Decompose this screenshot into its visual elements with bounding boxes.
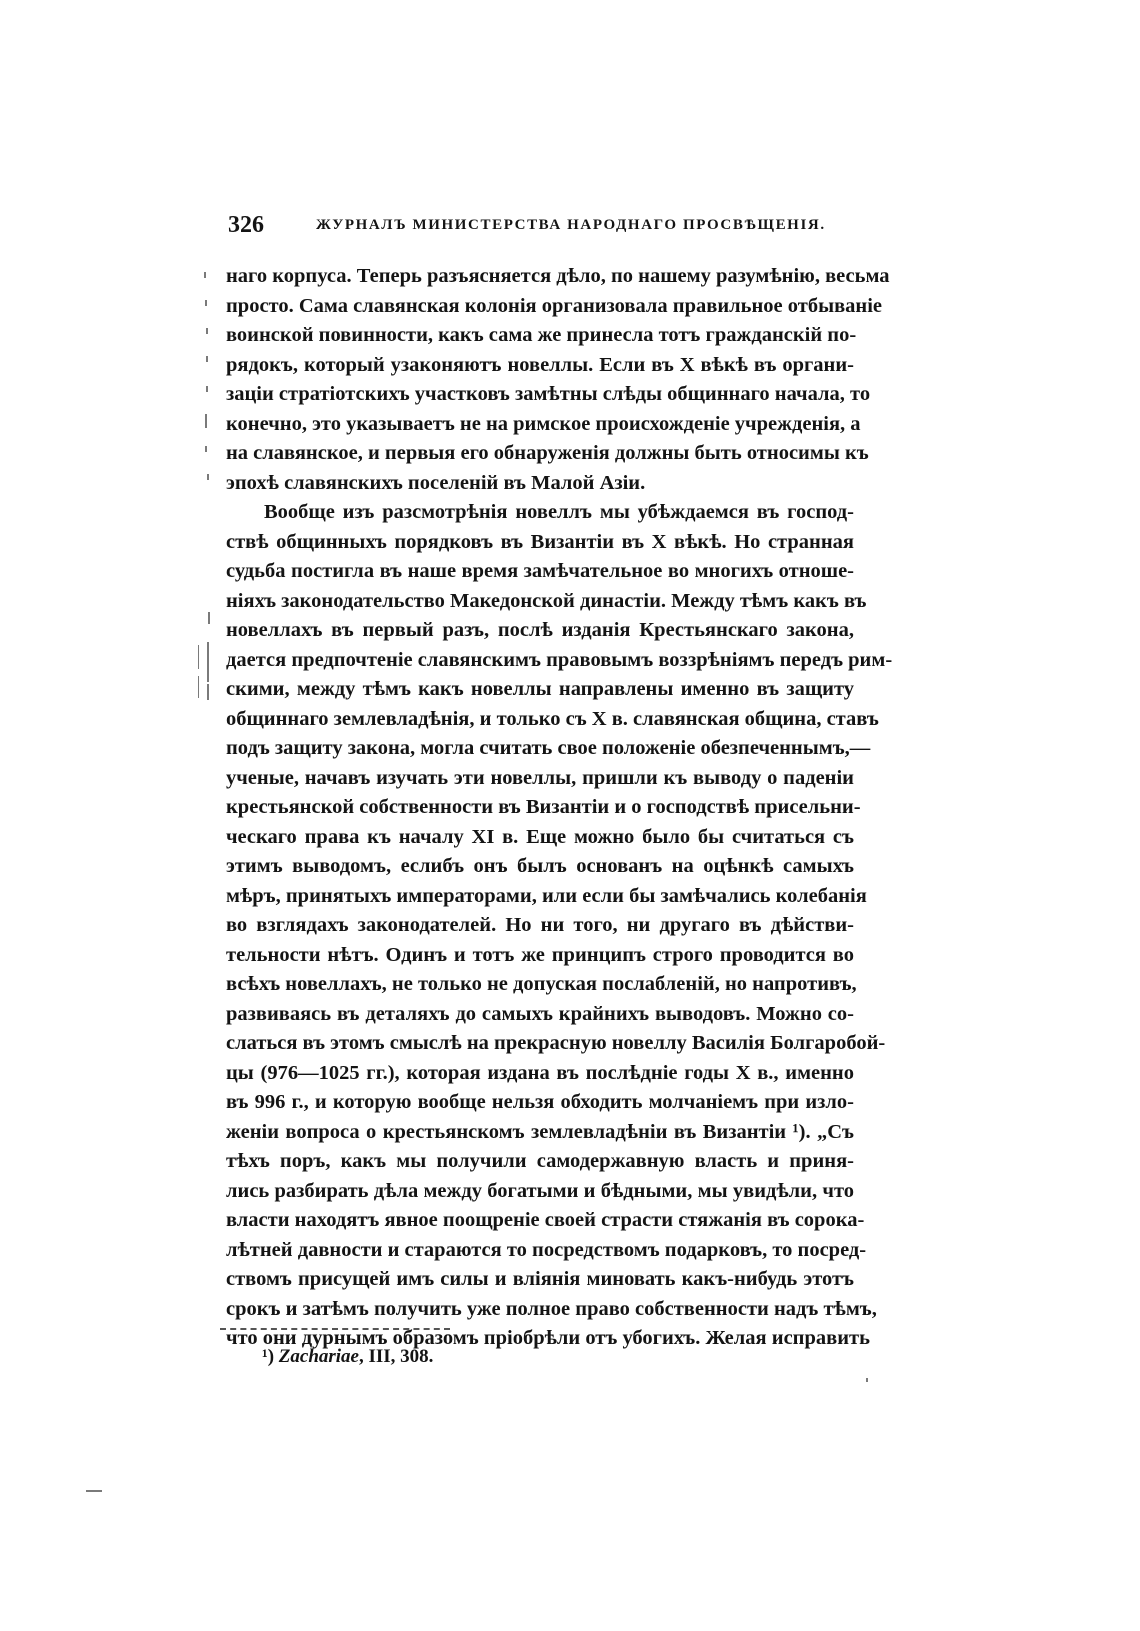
- body-text: [226, 262, 893, 1354]
- text-line: тѣхъ поръ, какъ мы получили самодержавную власть и приня-: [226, 1150, 854, 1172]
- margin-mark: [206, 386, 208, 392]
- text-line: слаться въ этомъ смыслѣ на прекрасную новеллу Василія Болгаробой-: [226, 1032, 886, 1054]
- text-line: этимъ выводомъ, еслибъ онъ былъ основанъ на оцѣнкѣ самыхъ: [226, 855, 854, 877]
- text-line: крестьянской собственности въ Византіи и о господствѣ присельни-: [226, 796, 861, 818]
- text-line: просто. Сама славянская колонія организовала правильное отбываніе: [226, 294, 882, 317]
- running-title: ЖУРНАЛЪ МИНИСТЕРСТВА НАРОДНАГО ПРОСВѢЩЕНІЯ.: [316, 217, 826, 233]
- margin-mark: [866, 1378, 868, 1382]
- text-line: конечно, это указываетъ не на римское происхожденіе учрежденія, а: [226, 412, 861, 435]
- text-line: заціи стратіотскихъ участковъ замѣтны слѣды общиннаго начала, то: [226, 383, 871, 405]
- text-line: женіи вопроса о крестьянскомъ землевладѣніи въ Византіи ¹). „Съ: [226, 1120, 854, 1143]
- text-line: что они дурнымъ образомъ пріобрѣли отъ убогихъ. Желая исправить: [226, 1327, 870, 1349]
- margin-mark: [207, 474, 209, 480]
- text-line: власти находятъ явное поощреніе своей страсти стяжанія въ сорока-: [226, 1209, 865, 1231]
- text-line: дается предпочтеніе славянскимъ правовымъ воззрѣніямъ передъ рим-: [226, 648, 893, 671]
- margin-mark: [206, 328, 208, 334]
- text-line: лѣтней давности и стараются то посредствомъ подарковъ, то посред-: [226, 1238, 867, 1261]
- text-line: ствѣ общинныхъ порядковъ въ Византіи въ X вѣкѣ. Но странная: [226, 530, 854, 553]
- margin-mark: [205, 446, 207, 452]
- margin-mark: [206, 356, 208, 362]
- footnote-divider: [220, 1328, 450, 1330]
- text-line: рядокъ, который узаконяютъ новеллы. Если въ X вѣкѣ въ органи-: [226, 353, 854, 376]
- text-line: новеллахъ въ первый разъ, послѣ изданія Крестьянскаго закона,: [226, 619, 854, 641]
- margin-mark: [205, 300, 207, 306]
- text-line: цы (976—1025 гг.), которая издана въ послѣдніе годы X в., именно: [226, 1061, 854, 1084]
- text-line: судьба постигла въ наше время замѣчательное во многихъ отноше-: [226, 560, 854, 582]
- margin-mark: [207, 684, 209, 700]
- text-line: ствомъ присущей имъ силы и вліянія миновать какъ-нибудь этотъ: [226, 1268, 854, 1290]
- margin-mark: [198, 676, 199, 698]
- text-line: мѣръ, принятыхъ императорами, или если бы замѣчались колебанія: [226, 884, 867, 907]
- text-line: воинской повинности, какъ сама же принесла тотъ гражданскій по-: [226, 324, 857, 346]
- page-number: 326: [228, 212, 264, 238]
- text-line: ніяхъ законодательство Македонской династіи. Между тѣмъ какъ въ: [226, 589, 867, 612]
- text-line: подъ защиту закона, могла считать свое положеніе обезпеченнымъ,—: [226, 737, 871, 759]
- margin-mark: [198, 645, 199, 669]
- text-line: всѣхъ новеллахъ, не только не допуская послабленій, но напротивъ,: [226, 973, 857, 995]
- footnote-marker: ¹): [262, 1346, 275, 1367]
- text-line: на славянское, и первыя его обнаруженія должны быть относимы къ: [226, 442, 869, 464]
- text-line: общиннаго землевладѣнія, и только съ X в. славянская община, ставъ: [226, 707, 879, 730]
- text-line: ученые, начавъ изучать эти новеллы, пришли къ выводу о паденіи: [226, 766, 854, 789]
- margin-mark: [208, 612, 210, 624]
- margin-mark: [207, 642, 209, 682]
- footnote: [262, 1346, 433, 1368]
- margin-mark: [86, 1490, 102, 1492]
- text-line: Вообще изъ разсмотрѣнія новеллъ мы убѣждаемся въ господ-: [264, 501, 854, 523]
- text-line: тельности нѣтъ. Одинъ и тотъ же принципъ строго проводится во: [226, 943, 854, 966]
- page-header: [228, 212, 848, 246]
- text-line: въ 996 г., и которую вообще нельзя обходить молчаніемъ при изло-: [226, 1091, 854, 1113]
- margin-mark: [204, 272, 206, 278]
- text-line: лись разбирать дѣла между богатыми и бѣдными, мы увидѣли, что: [226, 1179, 854, 1202]
- text-line: во взглядахъ законодателей. Но ни того, ни другаго въ дѣйстви-: [226, 914, 854, 936]
- text-line: развиваясь въ деталяхъ до самыхъ крайнихъ выводовъ. Можно со-: [226, 1002, 854, 1025]
- text-line: срокъ и затѣмъ получить уже полное право собственности надъ тѣмъ,: [226, 1297, 877, 1320]
- text-line: скими, между тѣмъ какъ новеллы направлены именно въ защиту: [226, 678, 854, 700]
- text-line: наго корпуса. Теперь разъясняется дѣло, по нашему разумѣнію, весьма: [226, 265, 890, 287]
- footnote-author: Zachariae: [278, 1346, 359, 1367]
- footnote-reference: , III, 308.: [359, 1346, 434, 1367]
- text-line: эпохѣ славянскихъ поселеній въ Малой Азіи.: [226, 471, 646, 494]
- margin-mark: [205, 414, 207, 428]
- text-line: ческаго права къ началу XI в. Еще можно было бы считаться съ: [226, 825, 854, 848]
